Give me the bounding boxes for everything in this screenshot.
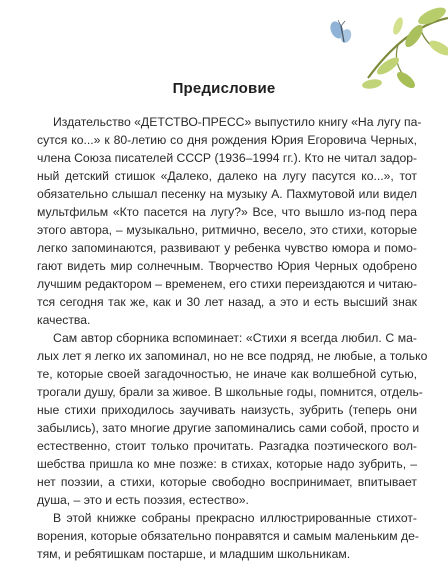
text-line: члена Союза писателей СССР (1936–1994 гг.). Кто не читал задор- xyxy=(37,151,418,165)
text-line: те, которые своей загадочностью, не иначе как волшебной сутью, xyxy=(37,367,417,381)
text-line: душа, – это и есть поэзия, естество». xyxy=(37,493,249,507)
text-line: нет поэзии, а стихи, которые свободно воспринимает, впитывает xyxy=(37,475,417,489)
text-line: тям, и ребятишкам постарше, и младшим школьникам. xyxy=(37,547,351,561)
text-line: обязательно слышал песенку на музыку А. Пахмутовой или видел xyxy=(37,187,417,201)
text-line: мультфильм «Кто пасется на лугу?» Все, что вышло из-под пера xyxy=(37,205,417,219)
text-line: забылись), зато многие другие запоминались сами собой, просто и xyxy=(37,421,420,435)
text-line: естественно, стоит только прочитать. Разгадка поэтического вол- xyxy=(37,439,417,453)
text-line: трогали душу, брали за живое. В школьные годы, помнится, отдель- xyxy=(37,385,423,399)
text-line: ный детский стишок «Далеко, далеко на лугу пасутся ко...», тот xyxy=(37,169,417,183)
text-line: сутся ко...» к 80-летию со дня рождения Юрия Егоровича Черных, xyxy=(37,133,417,147)
text-line: ные стихи приходилось заучивать наизусть, зубрить (теперь они xyxy=(37,403,417,417)
text-line: лучшим редактором – временем, его стихи переиздаются и читаю- xyxy=(37,277,418,291)
text-line: шебства пришла ко мне позже: в стихах, которые надо зубрить, – xyxy=(37,457,417,471)
text-line: ворения, которые обязательно понравятся и самым маленьким де- xyxy=(37,529,419,543)
text-line: легко запоминаются, развивают у ребенка чувство юмора и помо- xyxy=(37,241,417,255)
text-line: качества. xyxy=(37,313,91,327)
text-line: лых лет я легко их запоминал, но не все подряд, не любые, а только xyxy=(37,349,428,363)
page-title: Предисловие xyxy=(172,80,276,97)
butterfly-icon xyxy=(328,19,353,44)
text-line: тся сегодня так же, как и 30 лет назад, а это и есть высший знак xyxy=(37,295,417,309)
text-line: Издательство «ДЕТСТВО-ПРЕСС» выпустило книгу «На лугу па- xyxy=(53,115,422,129)
text-line: В этой книжке собраны прекрасно иллюстрированные стихот- xyxy=(53,511,417,525)
text-line: Сам автор сборника вспоминает: «Стихи я всегда любил. С ма- xyxy=(53,331,417,345)
text-line: этого автора, – музыкально, ритмично, весело, это стихи, которые xyxy=(37,223,417,237)
text-line: гают видеть мир солнечным. Творчество Юрия Черных одобрено xyxy=(37,259,417,273)
